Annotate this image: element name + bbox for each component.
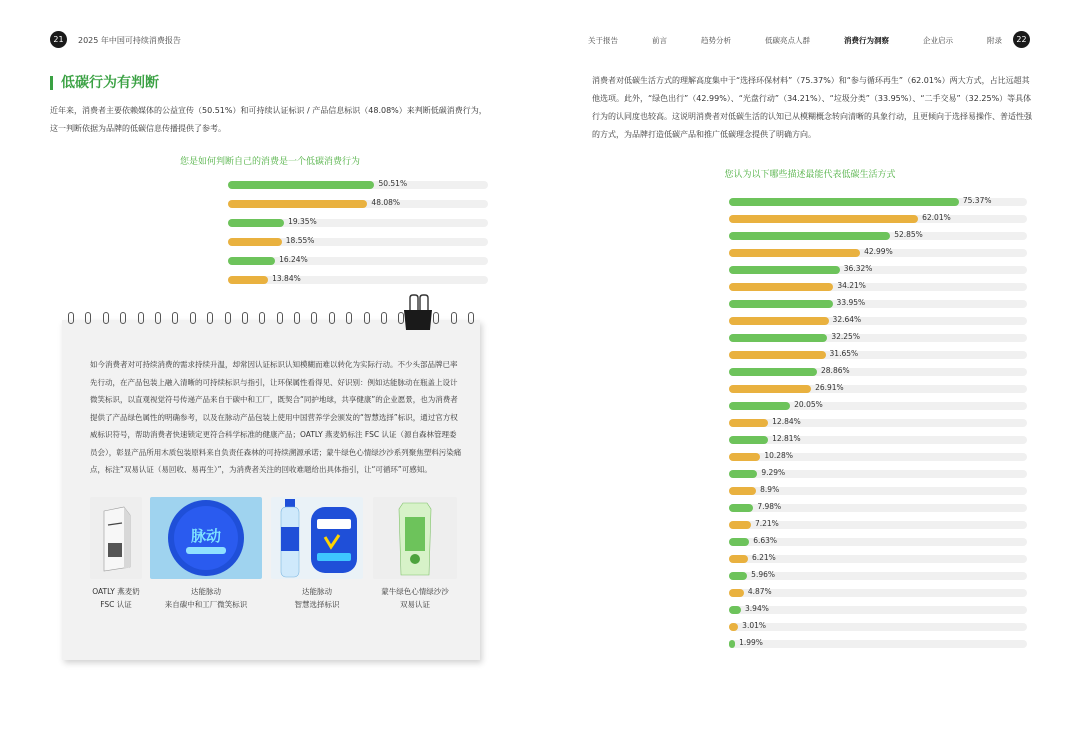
caption-mengniu: 蒙牛绿色心情绿沙沙 双易认证 (381, 587, 449, 609)
chart1-title: 您是如何判断自己的消费是一个低碳消费行为 (179, 157, 360, 167)
bar-value-label: 34.21% (837, 281, 866, 290)
bar (729, 215, 918, 223)
top-nav (554, 35, 1002, 46)
bar (228, 276, 268, 284)
bar-track (729, 589, 1027, 597)
ring-icon (68, 312, 74, 324)
nav-item-appendix[interactable]: 附录 (987, 36, 1002, 45)
report-title: 2025 年中国可持续消费报告 (78, 36, 181, 45)
bar (729, 470, 757, 478)
bar-value-label: 3.01% (742, 621, 766, 630)
bar-value-label: 20.05% (794, 400, 823, 409)
bar (228, 200, 367, 208)
bar-value-label: 7.98% (757, 502, 782, 511)
bar (729, 487, 756, 495)
left-intro-paragraph: 近年来，消费者主要依赖媒体的公益宣传（50.51%）和可持续认证标识 / 产品信息标识（48.08%）来判断低碳消费行为，这一判断依据为品牌的低碳信息传播提供了参考。 (50, 106, 487, 133)
bar (729, 572, 747, 580)
bar (729, 589, 744, 597)
bar-value-label: 7.21% (754, 519, 779, 528)
bar (729, 623, 738, 631)
bar-value-label: 62.01% (922, 213, 951, 222)
bar (729, 419, 768, 427)
ring-icon (468, 312, 474, 324)
bar (729, 283, 833, 291)
ring-icon (311, 312, 317, 324)
ring-icon (120, 312, 126, 324)
bar (729, 402, 790, 410)
bar-value-label: 3.94% (745, 604, 769, 613)
bar (729, 385, 811, 393)
bar (729, 249, 860, 257)
bar (729, 266, 840, 274)
bar-value-label: 9.29% (761, 468, 786, 477)
right-intro-paragraph: 消费者对低碳生活方式的理解高度集中于“选择环保材料”（75.37%）和“参与循环再生”（62.01%）两大方式，占比远超其他选项。此外，“绿色出行”（42.99%）、“光盘行动”（34.21%）、“垃圾分类”（33.95%）、“二手交易”（32.25%）等具体行为的认同度也较高。这说明消费者对低碳生活的认知已从模糊概念转向清晰的具象行动，且更倾向于选择易操作、普适性强的方式，为品牌打造低碳产品和推广低碳理念提供了明确方向。 (592, 76, 1032, 139)
ring-icon (346, 312, 352, 324)
bar-track (729, 623, 1027, 631)
bar (729, 368, 817, 376)
page-number-left: 21 (50, 31, 67, 48)
bar-value-label: 1.99% (739, 638, 763, 647)
bar-value-label: 6.63% (753, 536, 778, 545)
ring-icon (329, 312, 335, 324)
bar (228, 257, 275, 265)
oatly-carton-image (90, 497, 142, 579)
bar-value-label: 31.65% (829, 349, 859, 358)
bar-value-label: 19.35% (288, 217, 317, 226)
ring-icon (451, 312, 457, 324)
bar (228, 181, 374, 189)
bar-value-label: 18.55% (285, 236, 315, 245)
ring-icon (294, 312, 300, 324)
ring-icon (242, 312, 248, 324)
bar (729, 538, 749, 546)
bar-value-label: 42.99% (864, 247, 893, 256)
bar-value-label: 8.9% (760, 485, 780, 494)
nav-item-about[interactable]: 关于报告 (588, 36, 618, 45)
bar (729, 453, 760, 461)
bar-value-label: 32.64% (832, 315, 862, 324)
chart2-title: 您认为以下哪些描述最能代表低碳生活方式 (724, 170, 896, 180)
bar (729, 640, 735, 648)
bar-value-label: 12.84% (772, 417, 801, 426)
ring-icon (172, 312, 178, 324)
ring-icon (138, 312, 144, 324)
ring-icon (225, 312, 231, 324)
bar (729, 606, 741, 614)
bar (228, 238, 282, 246)
bar (729, 504, 753, 512)
ring-icon (85, 312, 91, 324)
bar-value-label: 16.24% (279, 255, 308, 264)
mizone-bottles-image (271, 497, 363, 579)
bar (729, 232, 890, 240)
mizone-cap-image (150, 497, 262, 579)
ring-icon (381, 312, 387, 324)
bar-value-label: 26.91% (815, 383, 844, 392)
ring-icon (277, 312, 283, 324)
bar (729, 436, 768, 444)
section-title: 低碳行为有判断 (50, 76, 159, 90)
ring-icon (103, 312, 109, 324)
bar-value-label: 10.28% (764, 451, 793, 460)
note-card-text: 如今消费者对可持续消费的需求持续升温，却常因认证标识认知模糊而难以转化为实际行动。不少头部品牌已率先行动，在产品包装上融入清晰的可持续标识与指引，让环保属性看得见、好识别：例如达能脉动在瓶盖上设计微笑标识，以直观视觉符号传递产品来自于碳中和工厂，既契合“同护地球，共享健康”的企业愿景，也为消费者提供了产品绿色属性的明确参考，以及在脉动产品包装上使用中国营养学会颁发的“智慧选择”标识，通过官方权威标识符号，帮助消费者快速锁定更符合科学标准的健康产品；OATLY 燕麦奶标注 FSC 认证（源自森林管理委员会），彰显产品所用木质包装原料来自负责任森林的可持续溯源承诺；蒙牛绿色心情绿沙沙系列聚焦塑料污染痛点，标注“双易认证（易回收、易再生）”，为消费者关注的回收难题给出具体指引，让“可循环”可感知。 (90, 360, 462, 474)
caption-mizone-smart: 达能脉动 智慧选择标识 (294, 587, 340, 609)
bar-value-label: 75.37% (962, 196, 992, 205)
bar-value-label: 50.51% (378, 179, 408, 188)
bar-value-label: 4.87% (747, 587, 772, 596)
nav-item-trends[interactable]: 趋势分析 (701, 36, 731, 45)
bar-value-label: 36.32% (843, 264, 873, 273)
bar (729, 334, 827, 342)
bar-value-label: 33.95% (836, 298, 866, 307)
bar (729, 198, 959, 206)
ring-icon (155, 312, 161, 324)
bar (729, 521, 751, 529)
mengniu-drink-image (373, 497, 457, 579)
bar-value-label: 13.84% (272, 274, 301, 283)
page-number-right: 22 (1013, 31, 1030, 48)
caption-mizone-carbon: 达能脉动 来自碳中和工厂微笑标识 (164, 587, 248, 609)
bar-track (729, 640, 1027, 648)
bar-value-label: 6.21% (751, 553, 776, 562)
bar-value-label: 5.96% (751, 570, 775, 579)
bar-value-label: 28.86% (821, 366, 850, 375)
ring-icon (259, 312, 265, 324)
nav-item-preface[interactable]: 前言 (652, 36, 667, 45)
bar-value-label: 32.25% (831, 332, 860, 341)
bar-value-label: 52.85% (894, 230, 923, 239)
nav-item-behavior-insights[interactable]: 消费行为洞察 (844, 36, 889, 45)
bar-value-label: 48.08% (371, 198, 401, 207)
bar (729, 317, 829, 325)
ring-icon (190, 312, 196, 324)
ring-icon (207, 312, 213, 324)
binder-clip-icon (400, 294, 436, 332)
bar (729, 351, 826, 359)
bar-track (729, 606, 1027, 614)
svg-text:脉动: 脉动 (190, 527, 222, 545)
bar (228, 219, 284, 227)
bar-value-label: 12.81% (772, 434, 801, 443)
caption-oatly: OATLY 燕麦奶 FSC 认证 (92, 587, 140, 609)
bar (729, 555, 748, 563)
bar (729, 300, 833, 308)
nav-item-enterprise[interactable]: 企业启示 (923, 36, 953, 45)
ring-icon (364, 312, 370, 324)
nav-item-low-carbon-groups[interactable]: 低碳亮点人群 (765, 36, 810, 45)
